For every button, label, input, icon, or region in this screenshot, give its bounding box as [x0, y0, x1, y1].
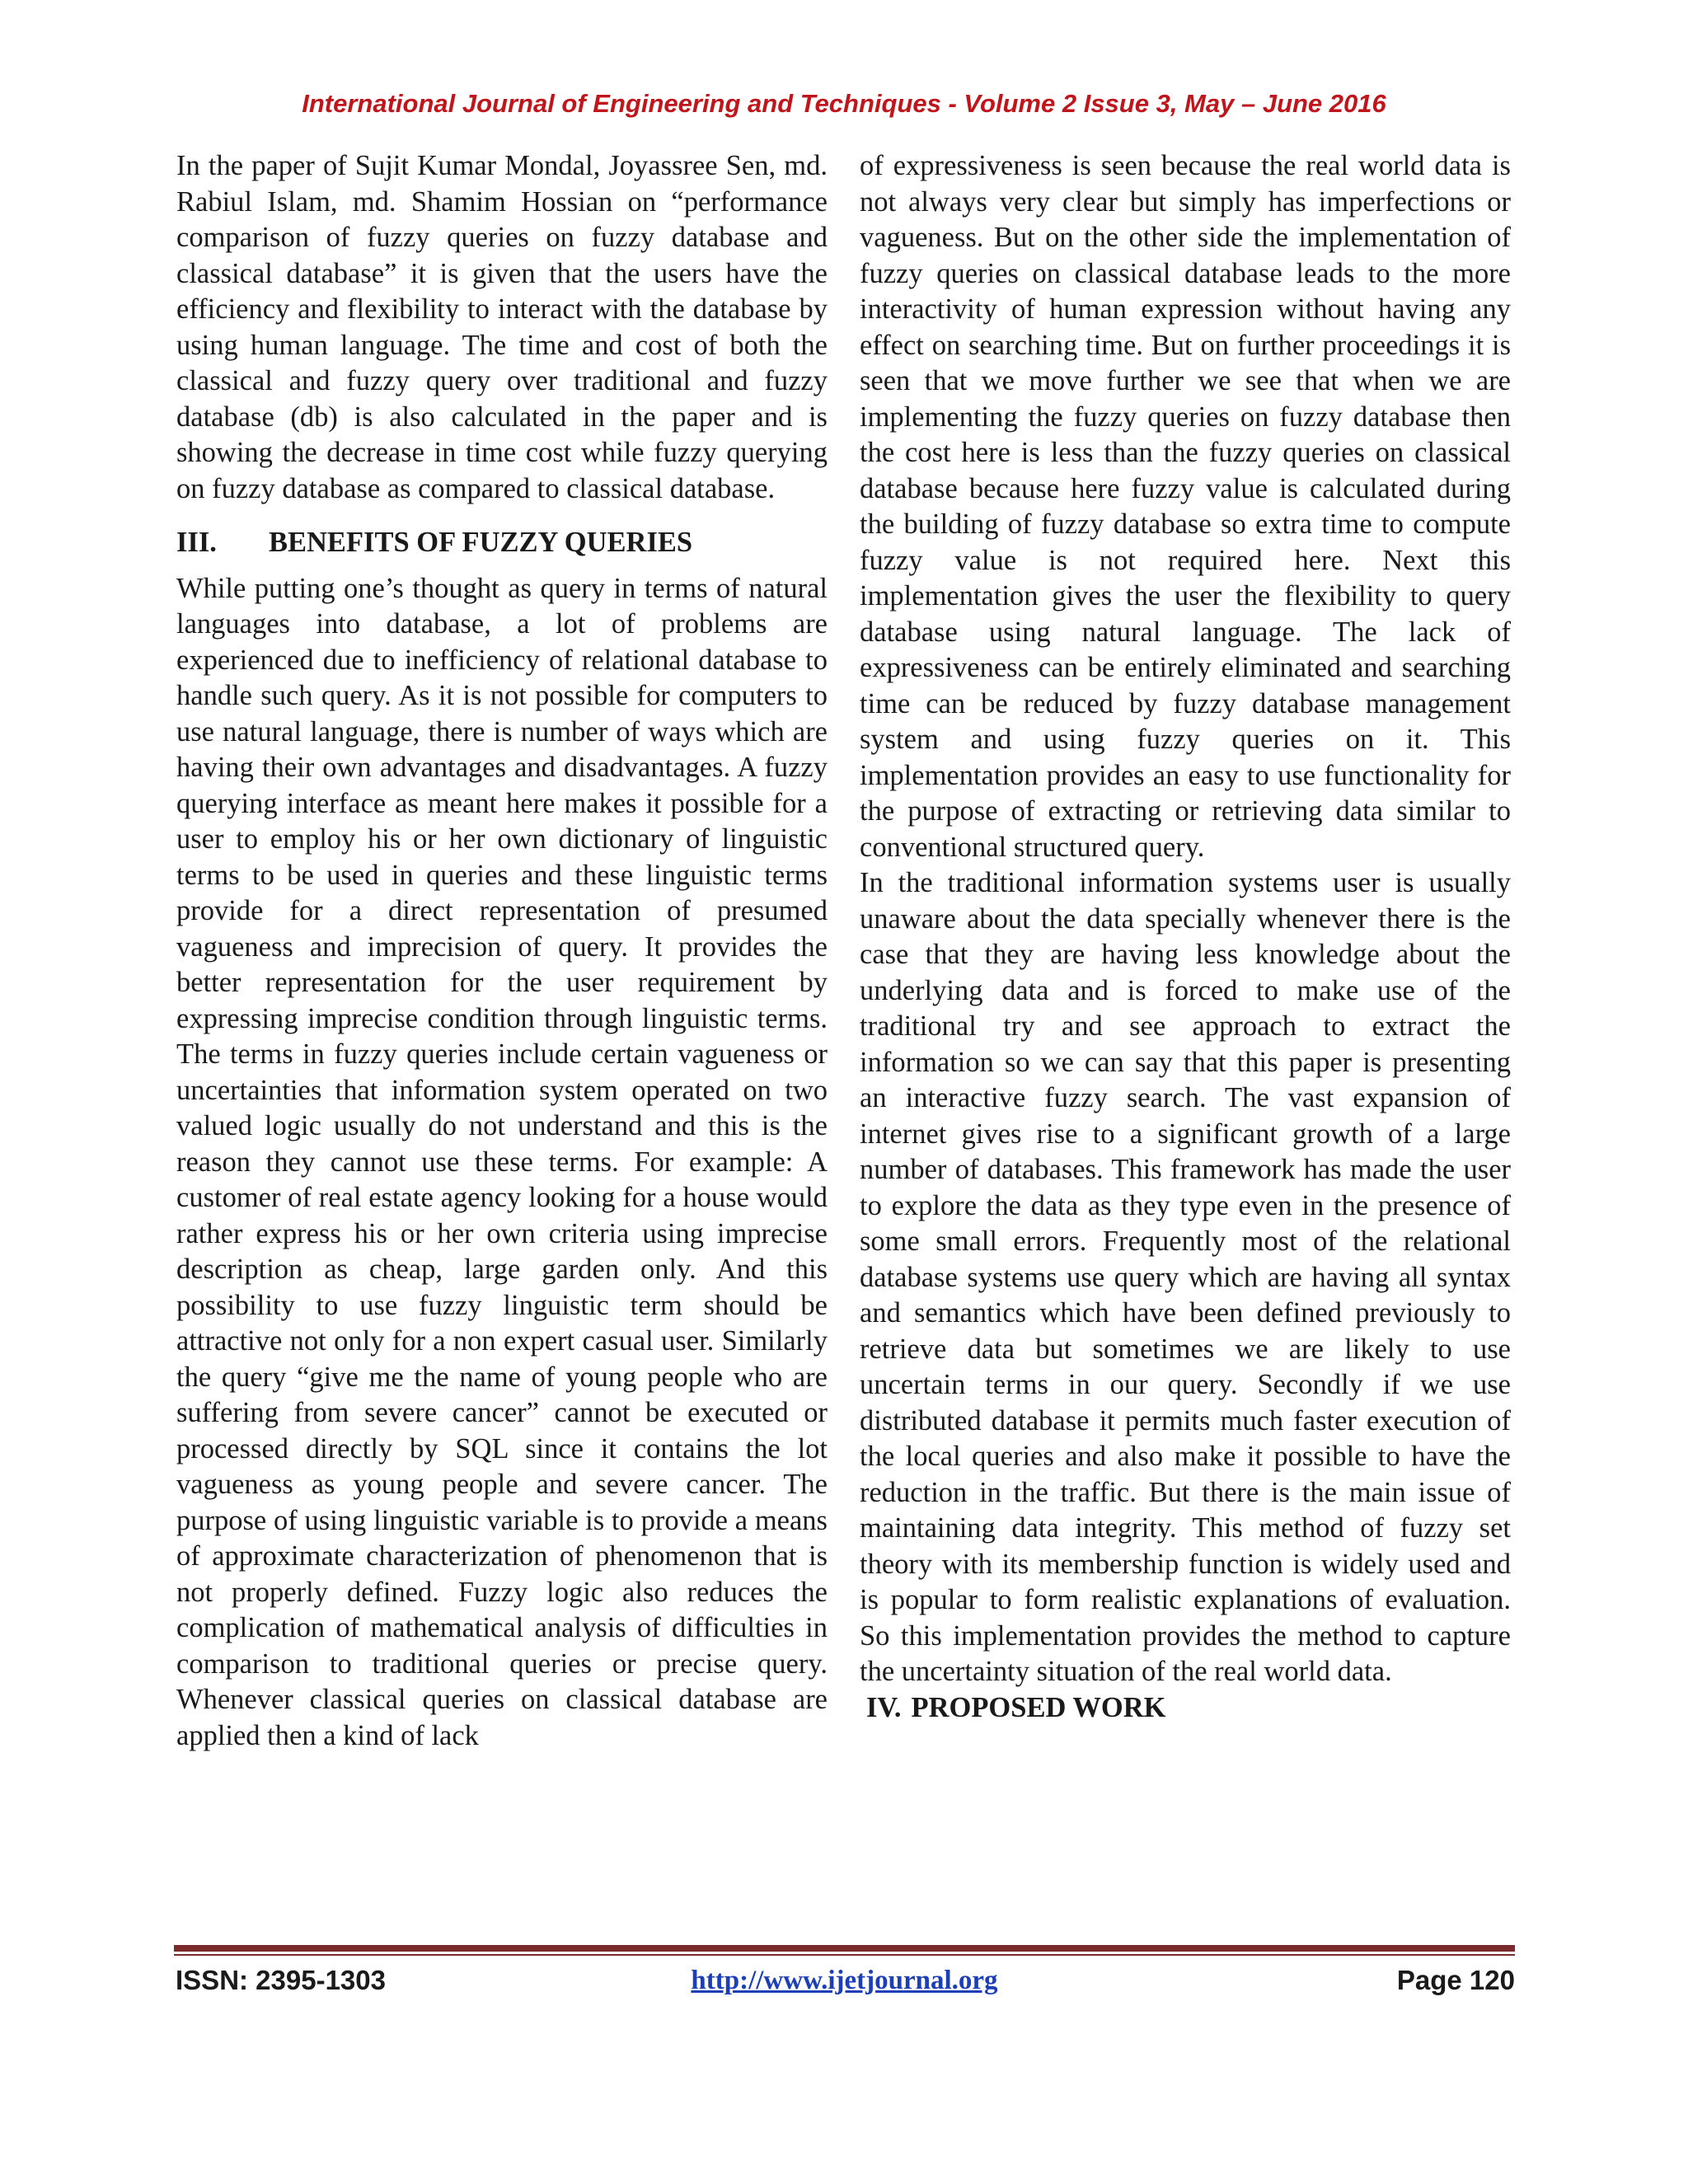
paragraph-expressiveness: of expressiveness is seen because the real world data is not always very clear but simply has imperfections or vagueness. But on the other side the implementation of fuzzy queries on classical database leads to the more interactivity of human expression without having any effect on searching time. But on further proceedings it is seen that we move further we see that when we are implementing the fuzzy queries on fuzzy database then the cost here is less than the fuzzy queries on classical database because here fuzzy value is calculated during the building of fuzzy database so extra time to compute fuzzy value is not required here. Next this implementation gives the user the flexibility to query database using natural language. The lack of expressiveness can be entirely eliminated and searching time can be reduced by fuzzy database management system and using fuzzy queries on it. This implementation provides an easy to use functionality for the purpose of extracting or retrieving data similar to conventional structured query.	[860, 150, 1511, 863]
section-number: IV.	[866, 1691, 902, 1723]
paragraph-traditional-systems: In the traditional information systems user is usually unaware about the data specially whenever there is the case that they are having less knowledge about the underlying data and is forced to make use of the traditional try and see approach to extract the information so we can say that this paper is presenting an interactive fuzzy search. The vast expansion of internet gives rise to a significant growth of a large number of databases. This framework has made the user to explore the data as they type even in the presence of some small errors. Frequently most of the relational database systems use query which are having all syntax and semantics which have been defined previously to retrieve data but sometimes we are likely to use uncertain terms in our query. Secondly if we use distributed database it permits much faster execution of the local queries and also make it possible to have the reduction in the traffic. But there is the main issue of maintaining data integrity. This method of fuzzy set theory with its membership function is widely used and is popular to form realistic explanations of evaluation. So this implementation provides the method to capture the uncertainty situation of the real world data.	[860, 867, 1511, 1687]
footer-rule-thin	[174, 1954, 1515, 1956]
section-title: PROPOSED WORK	[911, 1691, 1166, 1723]
page-footer	[174, 1960, 1515, 2001]
section-heading-proposed-work	[866, 1690, 1511, 1727]
footer-rule-thick	[174, 1945, 1515, 1952]
journal-link[interactable]: http://www.ijetjournal.org	[691, 1966, 998, 1995]
right-column	[860, 148, 1511, 1726]
section-title: BENEFITS OF FUZZY QUERIES	[269, 527, 693, 558]
paragraph-benefits: While putting one’s thought as query in terms of natural languages into database, a lot of problems are experienced due to inefficiency of relational database to handle such query. As it is not possible for computers to use natural language, there is number of ways which are having their own advantages and disadvantages. A fuzzy querying interface as meant here makes it possible for a user to employ his or her own dictionary of linguistic terms to be used in queries and these linguistic terms provide for a direct representation of presumed vagueness and imprecision of query. It provides the better representation for the user requirement by expressing imprecise condition through linguistic terms. The terms in fuzzy queries include certain vagueness or uncertainties that information system operated on two valued logic usually do not understand and this is the reason they cannot use these terms. For example: A customer of real estate agency looking for a house would rather express his or her own criteria using imprecise description as cheap, large garden only. And this possibility to use fuzzy linguistic term should be attractive not only for a non expert casual user. Similarly the query “give me the name of young people who are suffering from severe cancer” cannot be executed or processed directly by SQL since it contains the lot vagueness as young people and severe cancer. The purpose of using linguistic variable is to provide a means of approximate characterization of phenomenon that is not properly defined. Fuzzy logic also reduces the complication of mathematical analysis of difficulties in comparison to traditional queries or precise query. Whenever classical queries on classical database are applied then a kind of lack	[176, 572, 828, 1751]
section-number: III.	[176, 527, 217, 558]
issn-label: ISSN: 2395-1303	[176, 1965, 386, 1995]
page-number: Page 120	[1396, 1965, 1515, 1995]
paragraph-related-work: In the paper of Sujit Kumar Mondal, Joyassree Sen, md. Rabiul Islam, md. Shamim Hossian on “performance comparison of fuzzy queries on fuzzy database and classical database” it is given that the users have the efficiency and flexibility to interact with the database by using human language. The time and cost of both the classical and fuzzy query over traditional and fuzzy database (db) is also calculated in the paper and is showing the decrease in time cost while fuzzy querying on fuzzy database as compared to classical database.	[176, 150, 828, 504]
left-column	[176, 148, 828, 1754]
section-heading-benefits	[176, 525, 828, 561]
journal-header: International Journal of Engineering and Techniques - Volume 2 Issue 3, May – June 2016	[302, 89, 1386, 118]
